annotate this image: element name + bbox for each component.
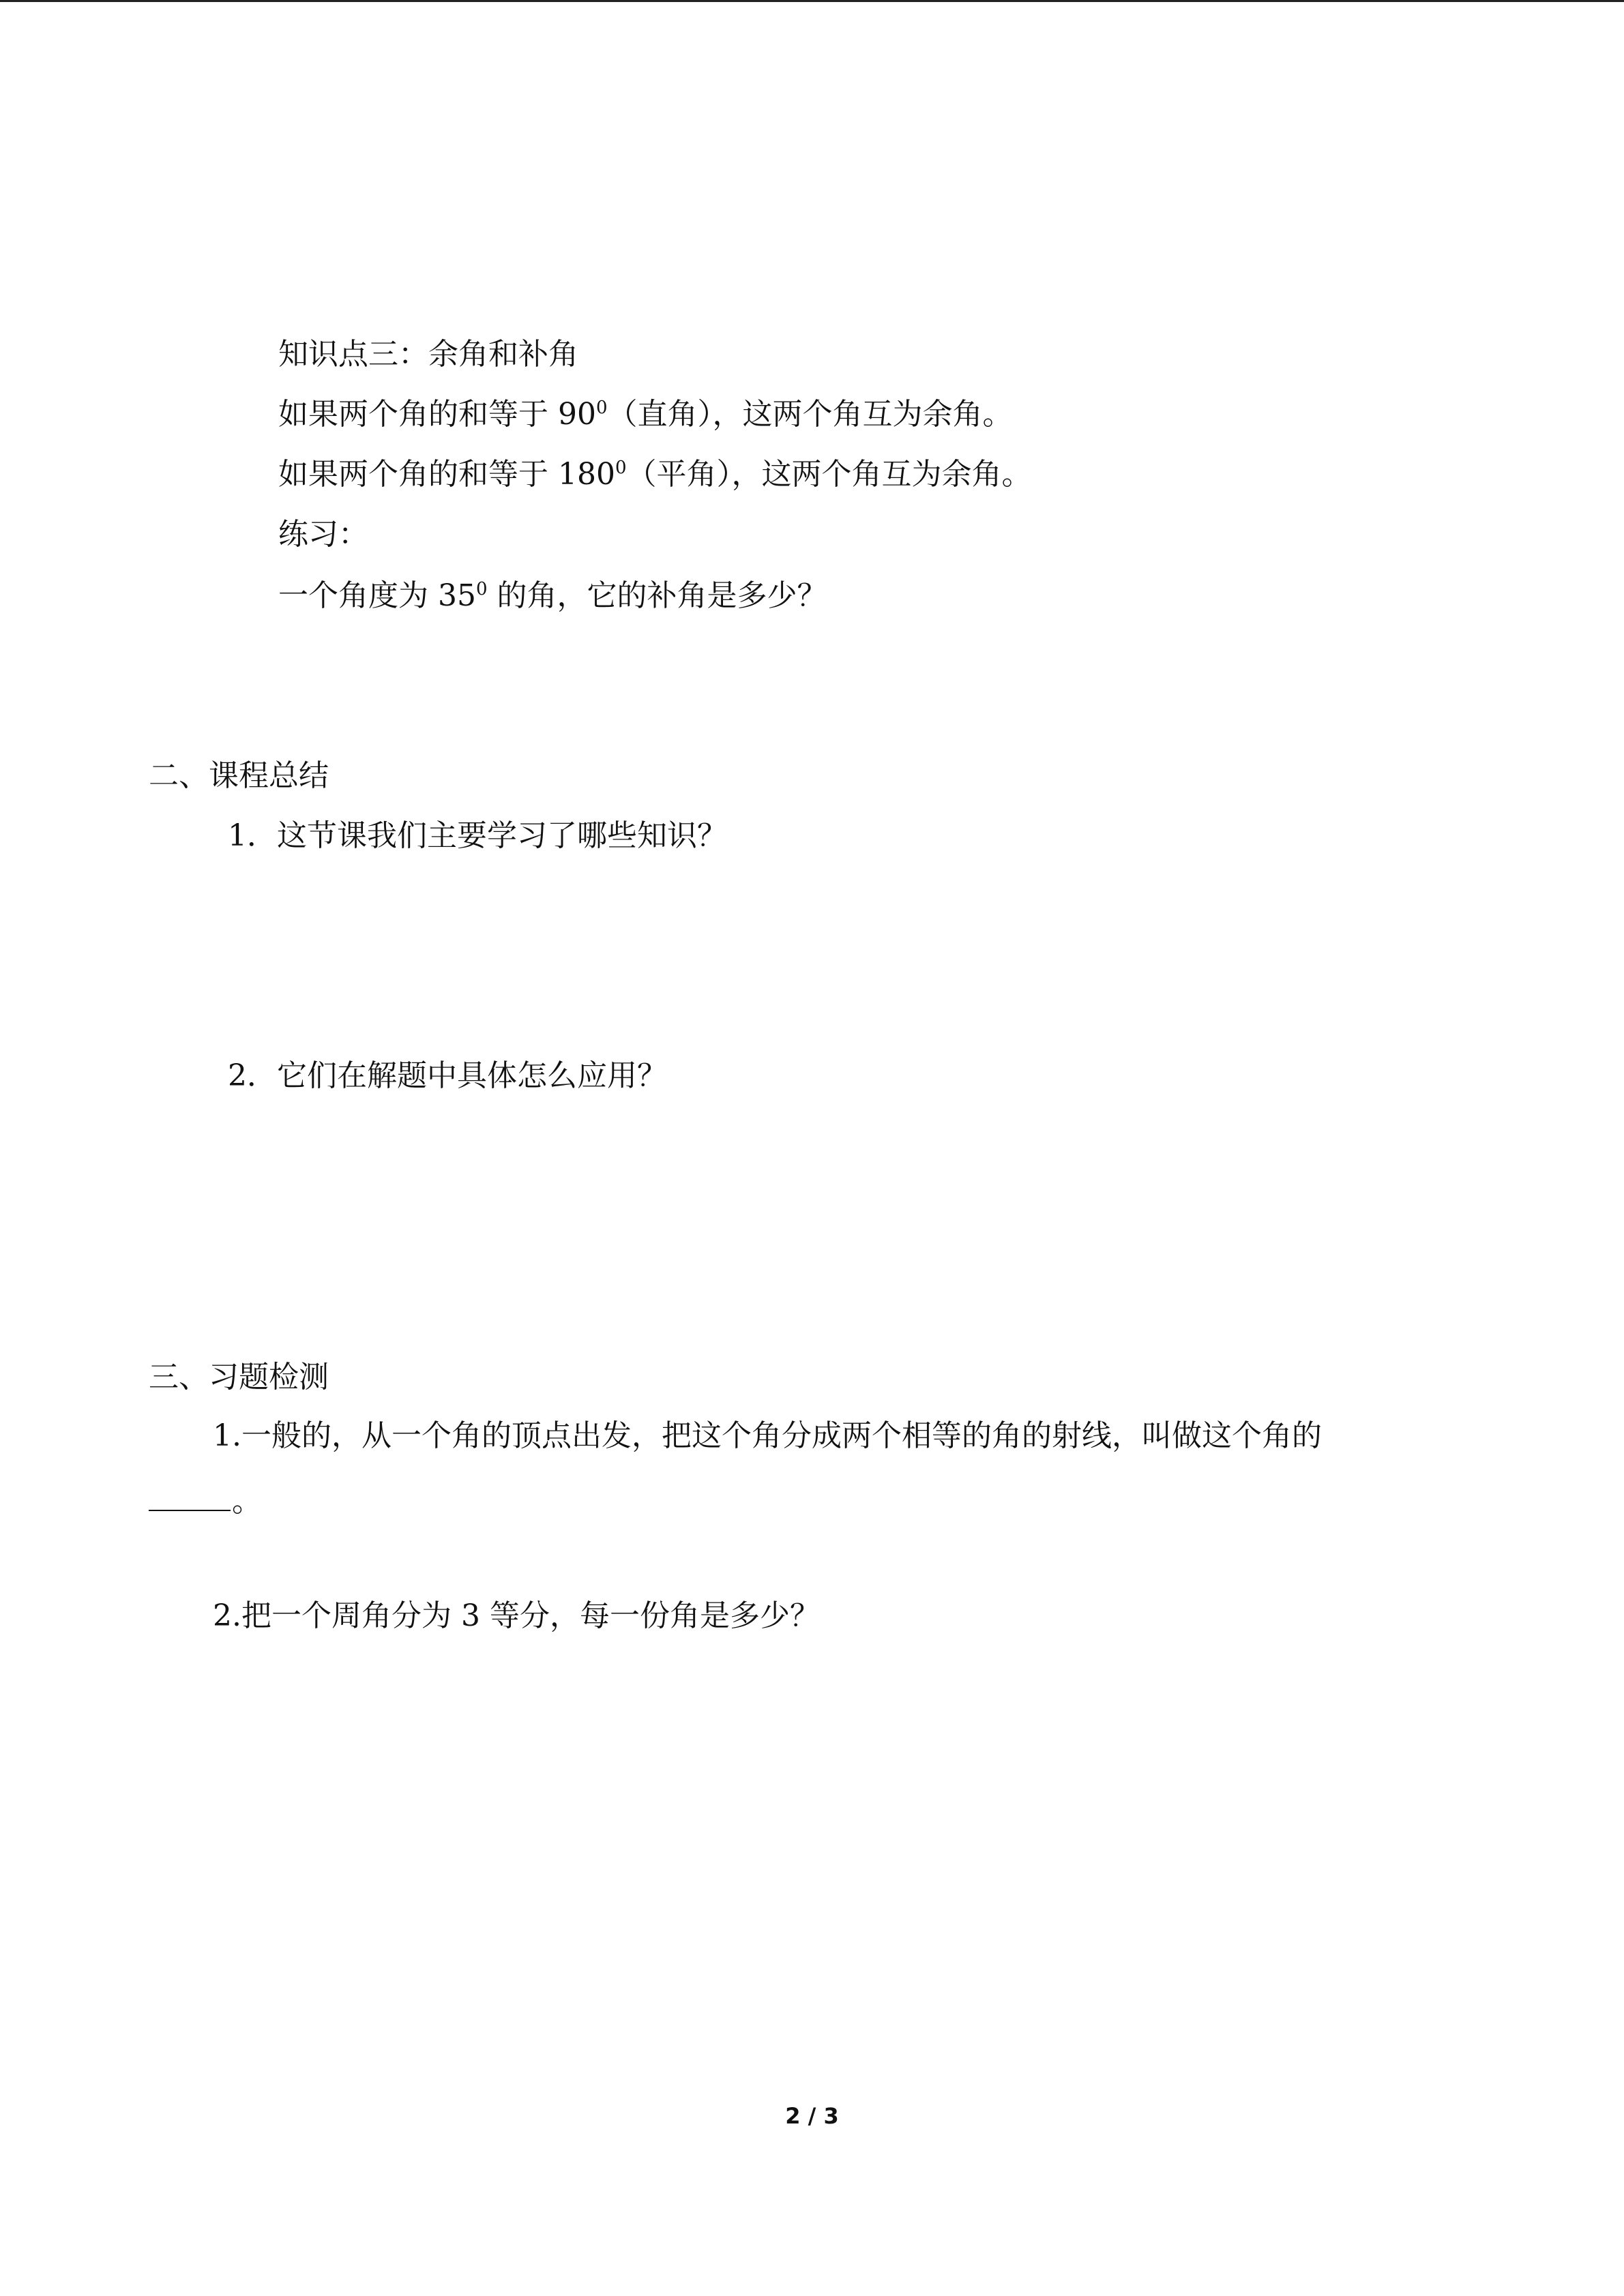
knowledge-point-line-2: [278, 456, 1032, 494]
practice-question-tail: 的角，它的补角是多少？: [487, 578, 827, 613]
degree-superscript: 0: [595, 398, 608, 418]
summary-question-1: 1．这节课我们主要学习了哪些知识？: [228, 818, 727, 853]
practice-label: 练习：: [278, 517, 368, 552]
page-number: 2 / 3: [785, 2103, 839, 2129]
knowledge-point-line-2-tail: （平角），这两个角互为余角。: [626, 457, 1032, 492]
top-border-line: [0, 0, 1624, 2]
knowledge-point-line-1: [278, 396, 1013, 434]
knowledge-point-line-1-tail: （直角），这两个角互为余角。: [607, 397, 1013, 432]
degree-superscript: 0: [475, 579, 488, 599]
degree-superscript: 0: [615, 458, 627, 478]
exercise-question-1-continuation: [149, 1482, 262, 1521]
knowledge-point-line-2-text: 如果两个角的和等于 180: [278, 457, 615, 492]
practice-question-text: 一个角度为 35: [278, 578, 476, 613]
exercise-question-1-end: 。: [232, 1484, 262, 1519]
knowledge-point-line-1-text: 如果两个角的和等于 90: [278, 397, 596, 432]
knowledge-point-heading: 知识点三：余角和补角: [278, 337, 578, 372]
summary-question-2: 2．它们在解题中具体怎么应用？: [228, 1058, 667, 1093]
answer-blank[interactable]: [149, 1487, 231, 1511]
exercises-heading: 三、习题检测: [149, 1360, 329, 1395]
exercise-question-1: 1.一般的，从一个角的顶点出发，把这个角分成两个相等的角的射线，叫做这个角的: [213, 1418, 1322, 1453]
summary-heading: 二、课程总结: [149, 758, 329, 793]
exercise-question-2: 2.把一个周角分为 3 等分，每一份角是多少？: [213, 1598, 820, 1633]
practice-question: [278, 577, 827, 615]
